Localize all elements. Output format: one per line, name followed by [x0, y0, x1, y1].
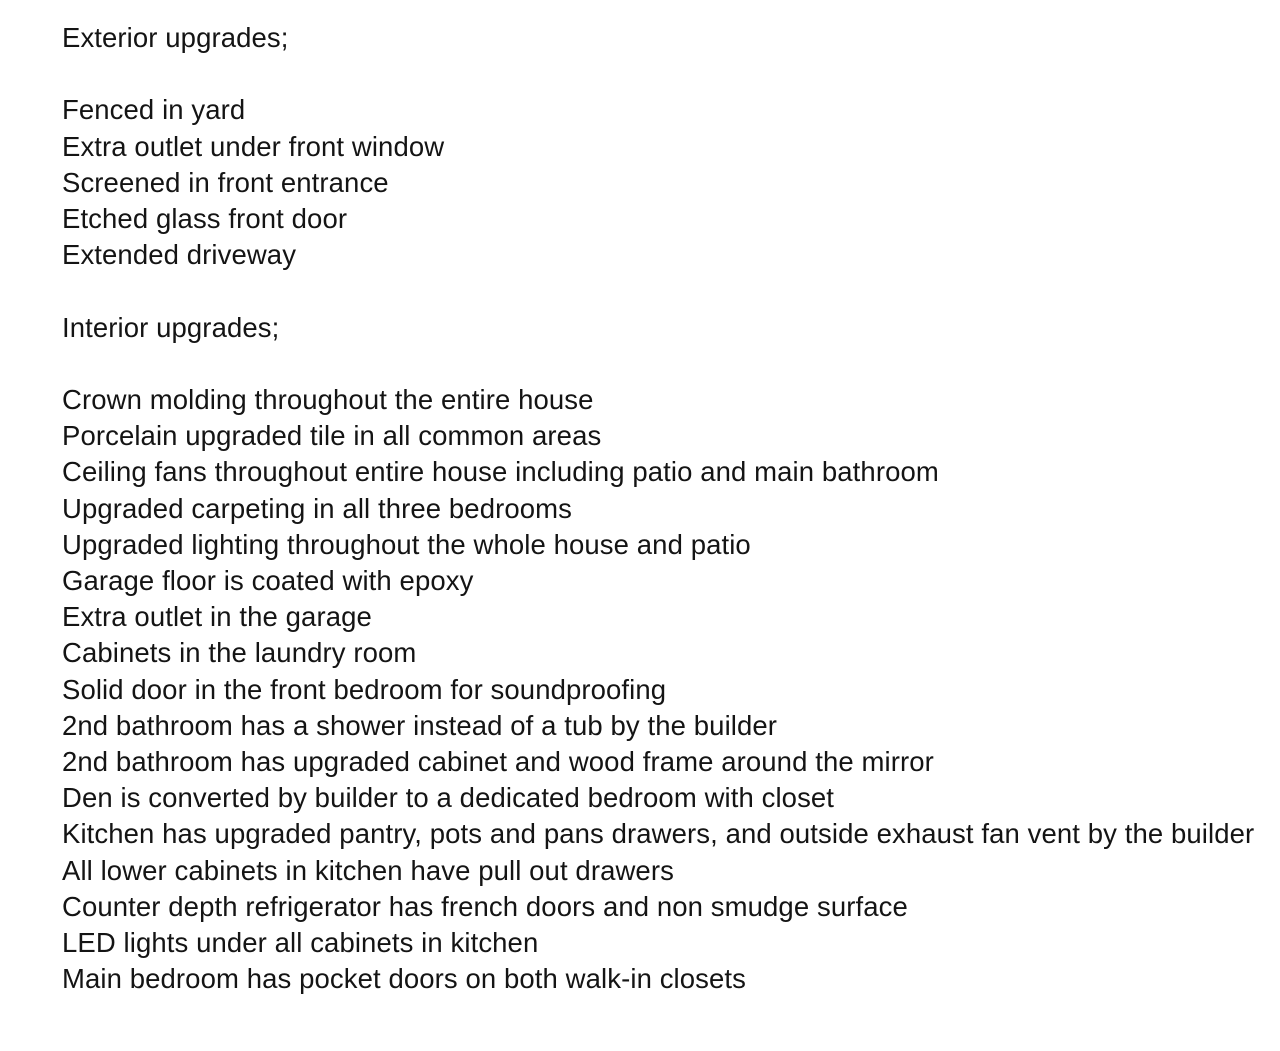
- list-item: Upgraded carpeting in all three bedrooms: [62, 492, 572, 524]
- list-item: Extra outlet in the garage: [62, 601, 372, 633]
- list-item: LED lights under all cabinets in kitchen: [62, 927, 539, 959]
- list-item: Counter depth refrigerator has french doors and non smudge surface: [62, 890, 908, 922]
- spacer: [62, 273, 1272, 309]
- list-item: Screened in front entrance: [62, 166, 389, 198]
- list-item: Kitchen has upgraded pantry, pots and pans drawers, and outside exhaust fan vent by the builder: [62, 818, 1255, 850]
- exterior-section: [62, 20, 1272, 273]
- exterior-heading: Exterior upgrades;: [62, 22, 289, 53]
- list-item: Etched glass front door: [62, 203, 348, 234]
- list-item: Cabinets in the laundry room: [62, 637, 417, 669]
- exterior-list: [62, 92, 1272, 273]
- list-item: Main bedroom has pocket doors on both walk-in closets: [62, 963, 746, 995]
- list-item: Extended driveway: [62, 239, 297, 271]
- spacer: [62, 56, 1272, 92]
- list-item: Garage floor is coated with epoxy: [62, 565, 474, 596]
- list-item: Porcelain upgraded tile in all common areas: [62, 420, 602, 452]
- interior-heading: Interior upgrades;: [62, 311, 280, 343]
- list-item: Solid door in the front bedroom for soundproofing: [62, 673, 667, 705]
- list-item: All lower cabinets in kitchen have pull out drawers: [62, 854, 674, 886]
- document-page: [62, 20, 1272, 997]
- spacer: [62, 346, 1272, 382]
- list-item: Den is converted by builder to a dedicated bedroom with closet: [62, 782, 835, 814]
- list-item: Ceiling fans throughout entire house including patio and main bathroom: [62, 456, 939, 488]
- list-item: 2nd bathroom has upgraded cabinet and wood frame around the mirror: [62, 746, 934, 778]
- list-item: Fenced in yard: [62, 94, 246, 126]
- interior-section: [62, 310, 1272, 998]
- list-item: Crown molding throughout the entire house: [62, 383, 594, 415]
- list-item: Upgraded lighting throughout the whole house and patio: [62, 528, 751, 560]
- interior-list: [62, 382, 1272, 997]
- list-item: 2nd bathroom has a shower instead of a tub by the builder: [62, 709, 778, 741]
- list-item: Extra outlet under front window: [62, 130, 445, 162]
